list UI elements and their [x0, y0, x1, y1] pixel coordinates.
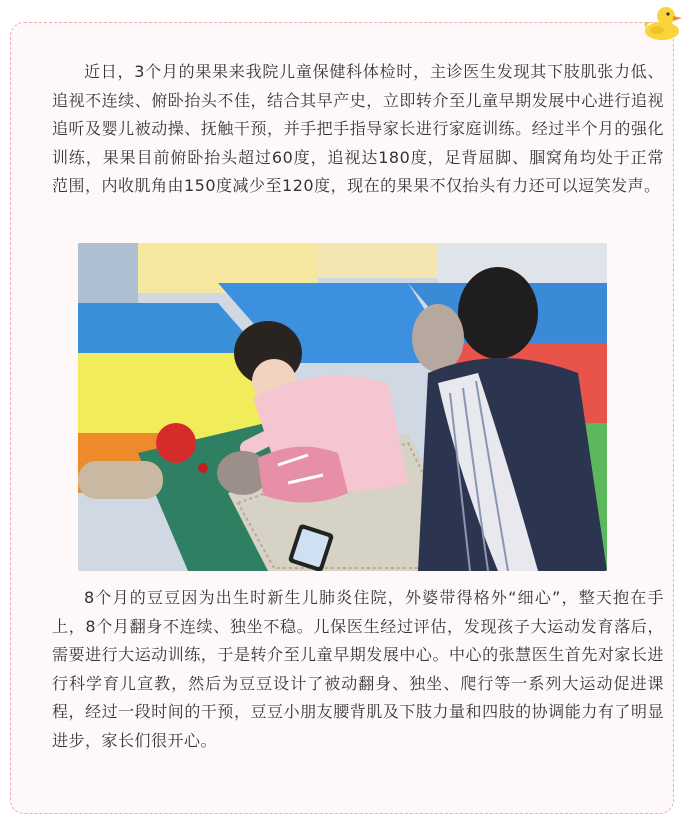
paragraph-doudou: 8个月的豆豆因为出生时新生儿肺炎住院，外婆带得格外“细心”，整天抱在手上，8个月翻身不连续、独坐不稳。儿保医生经过评估，发现孩子大运动发育落后，需要进行大运动训练，于是转介至儿童早期发展中心。中心的张慧医生首先对家长进行科学育儿宣教，然后为豆豆设计了被动翻身、独坐、爬行等一系列大运动促进课程，经过一段时间的干预，豆豆小朋友腰背肌及下肢力量和四肢的协调能力有了明显进步，家长们很开心。: [52, 588, 664, 750]
rubber-duck-icon: [640, 2, 684, 42]
paragraph-guoguo: 近日，3个月的果果来我院儿童保健科体检时，主诊医生发现其下肢肌张力低、追视不连续、俯卧抬头不佳，结合其早产史，立即转介至儿童早期发展中心进行追视追听及婴儿被动操、抚触干预，并手把手指导家长进行家庭训练。经过半个月的强化训练，果果目前俯卧抬头超过60度，追视达180度，足背屈脚、腘窝角均处于正常范围，内收肌角由150度减少至120度，现在的果果不仅抬头有力还可以逗笑发声。: [52, 62, 664, 195]
training-photo: [78, 243, 607, 571]
